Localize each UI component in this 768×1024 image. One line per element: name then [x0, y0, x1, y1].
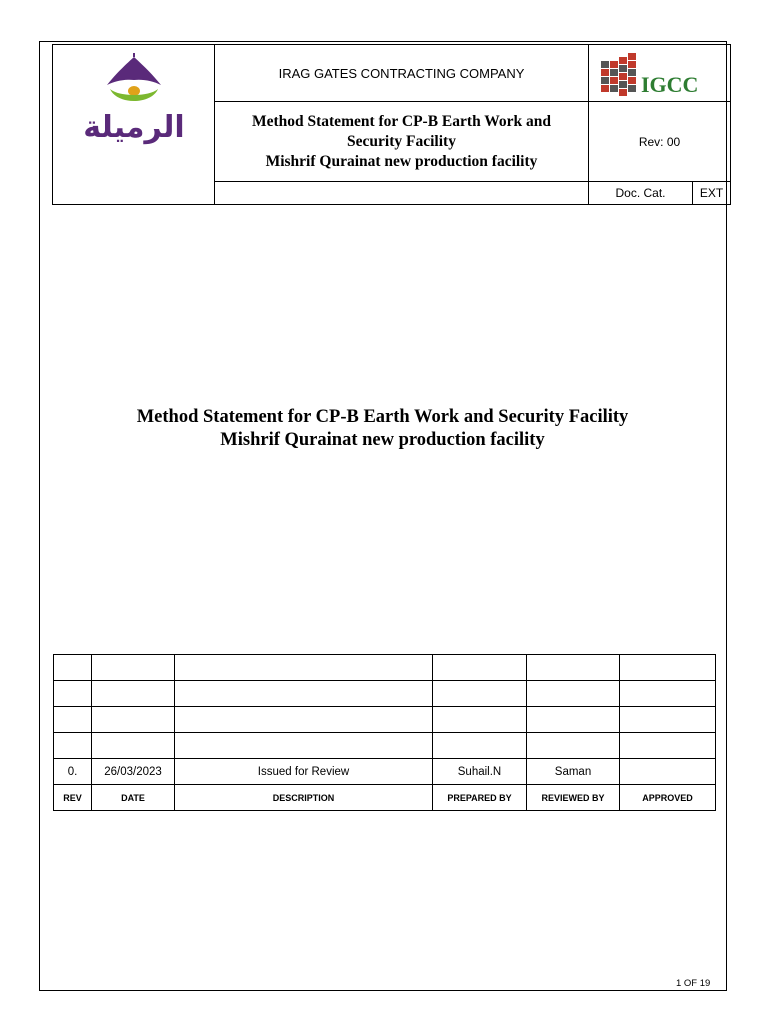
- prepared-by-cell: [433, 733, 527, 759]
- date-cell: [92, 655, 175, 681]
- main-title-line2: Mishrif Qurainat new production facility: [220, 430, 545, 450]
- main-title: [60, 406, 705, 452]
- column-header-approved: APPROVED: [620, 785, 716, 811]
- description-cell: [175, 707, 433, 733]
- reviewed-by-cell: [527, 733, 620, 759]
- approved-cell: [620, 655, 716, 681]
- rumaila-logo: [53, 45, 215, 204]
- description-cell: [175, 655, 433, 681]
- column-header-rev: REV: [54, 785, 92, 811]
- company-name: IRAG GATES CONTRACTING COMPANY: [215, 45, 589, 102]
- column-header-reviewed-by: REVIEWED BY: [527, 785, 620, 811]
- prepared-by-cell: [433, 655, 527, 681]
- description-cell: Issued for Review: [175, 759, 433, 785]
- revision-label: Rev: 00: [589, 102, 730, 182]
- reviewed-by-cell: Saman: [527, 759, 620, 785]
- igcc-logo: [589, 45, 730, 102]
- doc-cat-value: EXT: [699, 186, 724, 200]
- date-cell: 26/03/2023: [92, 759, 175, 785]
- doc-cat-label: Doc. Cat.: [589, 182, 693, 204]
- revision-table: [53, 654, 716, 811]
- page-number: 1 OF 19: [676, 978, 711, 989]
- rev-cell: 0.: [54, 759, 92, 785]
- rev-cell: [54, 733, 92, 759]
- description-cell: [175, 681, 433, 707]
- date-cell: [92, 681, 175, 707]
- description-cell: [175, 733, 433, 759]
- rev-cell: [54, 655, 92, 681]
- table-row: [54, 733, 716, 759]
- prepared-by-cell: [433, 707, 527, 733]
- header-blank-cell: [215, 182, 589, 204]
- column-header-description: DESCRIPTION: [175, 785, 433, 811]
- approved-cell: [620, 759, 716, 785]
- svg-text:الرميلة: الرميلة: [83, 110, 185, 145]
- reviewed-by-cell: [527, 655, 620, 681]
- table-row: [54, 759, 716, 785]
- rumaila-emblem-icon: [53, 45, 215, 204]
- table-row: [54, 681, 716, 707]
- main-title-line1: Method Statement for CP-B Earth Work and Security Facility: [136, 407, 629, 427]
- reviewed-by-cell: [527, 707, 620, 733]
- table-row: [54, 707, 716, 733]
- approved-cell: [620, 733, 716, 759]
- svg-text:IGCC: IGCC: [641, 72, 699, 97]
- prepared-by-cell: Suhail.N: [433, 759, 527, 785]
- date-cell: [92, 733, 175, 759]
- header-title-line1: Method Statement for CP-B Earth Work and: [251, 112, 552, 130]
- igcc-building-icon: [589, 45, 730, 102]
- reviewed-by-cell: [527, 681, 620, 707]
- column-header-prepared-by: PREPARED BY: [433, 785, 527, 811]
- date-cell: [92, 707, 175, 733]
- table-row: [54, 655, 716, 681]
- header-title-line3: Mishrif Qurainat new production facility: [265, 152, 538, 170]
- header-title-line2: Security Facility: [347, 132, 456, 150]
- document-header: [52, 44, 731, 205]
- rev-cell: [54, 707, 92, 733]
- approved-cell: [620, 681, 716, 707]
- header-title: [215, 102, 589, 182]
- column-header-date: DATE: [92, 785, 175, 811]
- approved-cell: [620, 707, 716, 733]
- table-header-row: [54, 785, 716, 811]
- rev-cell: [54, 681, 92, 707]
- prepared-by-cell: [433, 681, 527, 707]
